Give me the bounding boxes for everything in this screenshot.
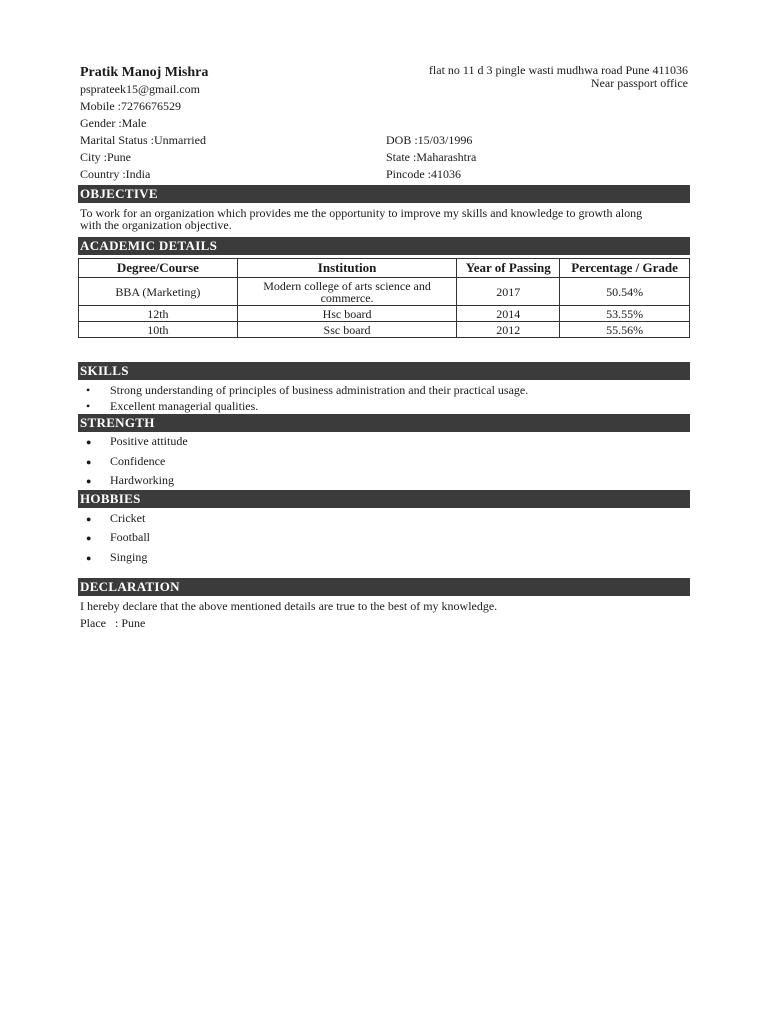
place-text: Place : Pune	[80, 616, 146, 630]
bullet-icon: ●	[86, 533, 92, 543]
hobbies-heading: HOBBIES	[78, 490, 690, 508]
institution-cell: Hsc board	[237, 306, 457, 322]
year-cell: 2012	[457, 322, 560, 338]
strength-heading: STRENGTH	[78, 414, 690, 432]
column-header-grade: Percentage / Grade	[560, 259, 690, 278]
column-header-year: Year of Passing	[457, 259, 560, 278]
bullet-icon: •	[86, 383, 91, 397]
institution-cell: Ssc board	[237, 322, 457, 338]
table-row	[79, 278, 690, 306]
pincode-text: Pincode :41036	[386, 167, 461, 181]
candidate-name: Pratik Manoj Mishra	[80, 65, 209, 80]
institution-cell: Modern college of arts science and commerce.	[237, 278, 457, 306]
email-text: psprateek15@gmail.com	[80, 82, 201, 96]
column-header-degree: Degree/Course	[79, 259, 238, 278]
academic-table	[78, 258, 690, 338]
table-header-row	[79, 259, 690, 278]
strength-item: Hardworking	[110, 473, 174, 487]
degree-cell: BBA (Marketing)	[79, 278, 238, 306]
table-row	[79, 306, 690, 322]
city-text: City :Pune	[80, 150, 132, 164]
bullet-icon: ●	[86, 553, 92, 563]
address-line-1: flat no 11 d 3 pingle wasti mudhwa road Pune 411036	[428, 63, 688, 77]
bullet-icon: ●	[86, 514, 92, 524]
grade-cell: 53.55%	[560, 306, 690, 322]
state-text: State :Maharashtra	[386, 150, 477, 164]
strength-item: Confidence	[110, 454, 166, 468]
year-cell: 2017	[457, 278, 560, 306]
degree-cell: 12th	[79, 306, 238, 322]
objective-line-1: To work for an organization which provides me the opportunity to improve my skills and knowledge to growth along	[80, 206, 643, 220]
mobile-text: Mobile :7276676529	[80, 99, 181, 113]
objective-text	[80, 207, 690, 231]
year-cell: 2014	[457, 306, 560, 322]
bullet-icon: •	[86, 399, 91, 413]
degree-cell: 10th	[79, 322, 238, 338]
dob-text: DOB :15/03/1996	[386, 133, 473, 147]
strength-item: Positive attitude	[110, 434, 188, 448]
marital-status-text: Marital Status :Unmarried	[80, 133, 206, 147]
bullet-icon: ●	[86, 457, 92, 467]
skill-item: Excellent managerial qualities.	[110, 399, 259, 413]
gender-text: Gender :Male	[80, 116, 147, 130]
address-line-2: Near passport office	[590, 76, 688, 90]
hobby-item: Football	[110, 530, 151, 544]
academic-heading: ACADEMIC DETAILS	[78, 237, 690, 255]
bullet-icon: ●	[86, 476, 92, 486]
declaration-heading: DECLARATION	[78, 578, 690, 596]
hobby-item: Singing	[110, 550, 148, 564]
objective-line-2: with the organization objective.	[80, 218, 232, 232]
column-header-institution: Institution	[237, 259, 457, 278]
grade-cell: 50.54%	[560, 278, 690, 306]
hobby-item: Cricket	[110, 511, 146, 525]
bullet-icon: ●	[86, 437, 92, 447]
table-row	[79, 322, 690, 338]
skills-heading: SKILLS	[78, 362, 690, 380]
grade-cell: 55.56%	[560, 322, 690, 338]
objective-heading: OBJECTIVE	[78, 185, 690, 203]
declaration-text: I hereby declare that the above mentioned details are true to the best of my knowledge.	[80, 599, 498, 613]
address-block	[429, 64, 688, 90]
skill-item: Strong understanding of principles of business administration and their practical usage.	[110, 383, 529, 397]
country-text: Country :India	[80, 167, 151, 181]
